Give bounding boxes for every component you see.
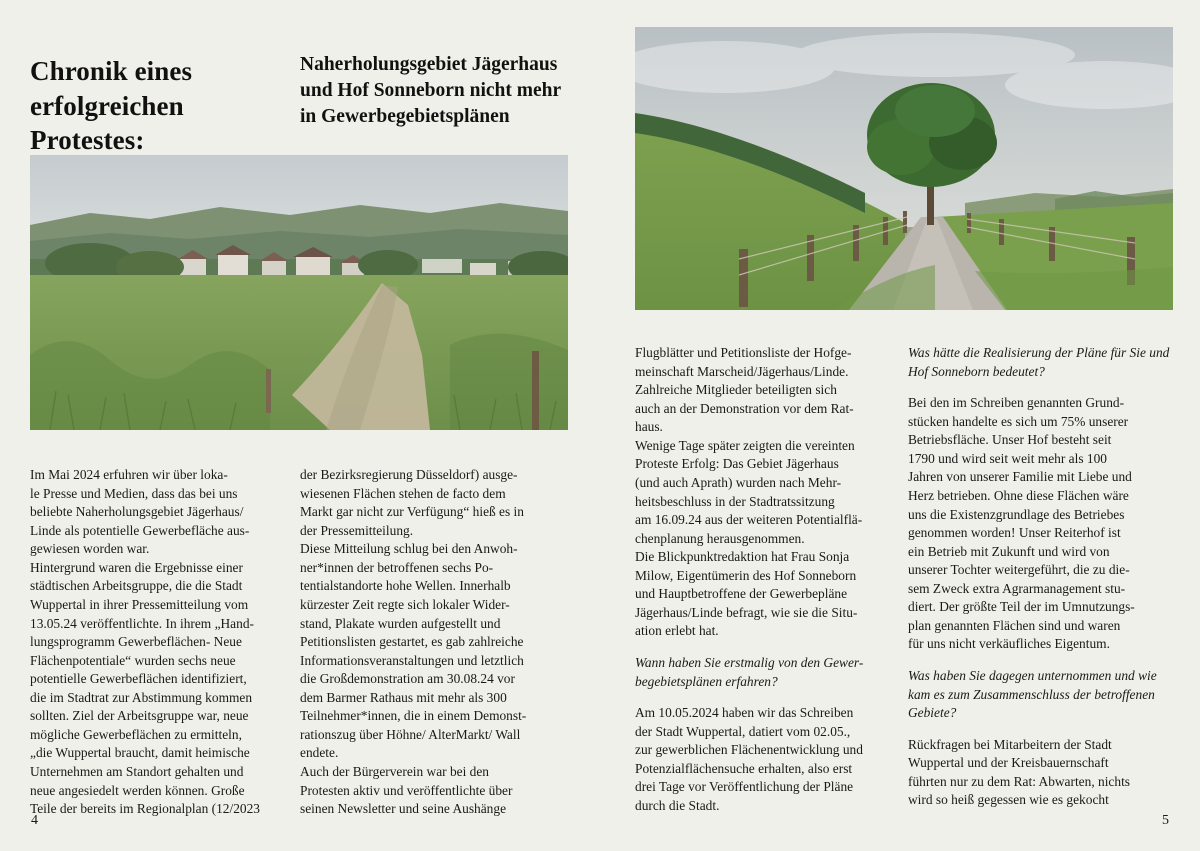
col4-answer-line: plan genannten Flächen sind und waren [908,617,1121,633]
col4-answer2-line: Rückfragen bei Mitarbeitern der Stadt [908,736,1112,752]
col2-line: kürzester Zeit regte sich lokaler Wider- [300,596,510,612]
col4-answer-line: Herz betrieben. Ohne diese Flächen wäre [908,487,1129,503]
col3-line: und Hauptbetroffene der Gewerbepläne [635,586,848,602]
col4-answer-line: 1790 und wird seit weit mehr als 100 [908,450,1107,466]
photo-path-tree-graphic [635,27,1173,310]
body-column-2 [300,466,553,819]
body-column-3 [635,344,888,816]
interview-question-1: Wann haben Sie erstmalig von den Gewer-begebietsplänen erfahren? [635,655,864,689]
col3-answer-line: zur gewerblichen Flächenentwicklung und [635,742,863,758]
col3-line: heitsbeschluss in der Stadtratssitzung [635,493,835,509]
col3-line: Flugblätter und Petitionsliste der Hofge- [635,345,852,360]
col2-line: der Pressemitteilung. [300,522,414,538]
col1-line: die im Stadtrat zur Abstimmung kommen [30,689,253,705]
page-title: Chronik eines erfolgreichen Protestes: [30,56,193,156]
col4-answer-line: genommen worden! Unser Reiterhof ist [908,525,1121,541]
col4-answer-line: für uns nicht verkäufliches Eigentum. [908,636,1110,652]
col2-line: wiesenen Flächen stehen de facto dem [300,485,506,501]
col2-line: Teilnehmer*innen, die in einem Demonst- [300,708,527,724]
col4-answer-line: Bei den im Schreiben genannten Grund- [908,395,1125,411]
col3-line: ation erlebt hat. [635,623,719,639]
page-number-right: 5 [1162,813,1169,828]
photo-meadow-village-graphic [30,155,568,430]
col2-line: der Bezirksregierung Düsseldorf) ausge- [300,467,518,482]
subtitle: Naherholungsgebiet Jägerhaus und Hof Sonneborn nicht mehr in Gewerbegebietsplänen [300,54,561,127]
col4-answer-line: Betriebsfläche. Unser Hof besteht seit [908,432,1112,448]
col1-line: gewiesen worden war. [30,541,150,557]
col3-answer-line: durch die Stadt. [635,797,720,813]
col4-answer-line: stücken handelte es sich um 75% unserer [908,413,1129,429]
col2-line: stand, Plakate wurden aufgestellt und [300,615,501,631]
col3-line: Milow, Eigentümerin des Hof Sonneborn [635,567,857,583]
body-column-4 [908,344,1170,810]
col2-line: Petitionslisten gestartet, es gab zahlreiche [300,634,524,650]
col1-line: le Presse und Medien, dass das bei uns [30,485,238,501]
col3-answer-line: Potenzialflächensuche erhalten, also erst [635,760,853,776]
col3-line: Jägerhaus/Linde befragt, wie sie die Situ- [635,604,858,620]
col3-line: auch an der Demonstration vor dem Rat- [635,400,854,416]
col4-answer-line: Jahren von unserer Familie mit Liebe und [908,469,1132,485]
col2-line: Diese Mitteilung schlug bei den Anwoh- [300,541,518,557]
col2-line: endete. [300,745,339,761]
col1-line: Wuppertal in ihrer Pressemitteilung vom [30,596,249,612]
col4-answer2-line: Wuppertal und der Kreisbauernschaft [908,755,1109,771]
col1-line: „die Wuppertal braucht, damit heimische [30,745,250,761]
col3-answer-line: Am 10.05.2024 haben wir das Schreiben [635,705,854,721]
col2-line: dem Barmer Rathaus mit mehr als 300 [300,689,507,705]
col1-line: neue angesiedelt werden können. Große [30,782,245,798]
col4-answer2-line: wird so heiß gegessen wie es gekocht [908,792,1109,808]
photo-meadow-village [30,155,568,430]
col2-line: Markt gar nicht zur Verfügung“ hieß es in [300,504,524,520]
col2-line: seinen Newsletter und seine Aushänge [300,801,507,817]
col3-line: (und auch Aprath) wurden nach Mehr- [635,474,842,490]
col3-line: am 16.09.24 aus der weiteren Potentialflä- [635,512,863,528]
col4-answer-line: uns die Existenzgrundlage des Betriebes [908,506,1125,522]
col1-line: Unternehmen am Standort gehalten und [30,764,244,779]
col3-answer-line: der Stadt Wuppertal, datiert vom 02.05., [635,723,851,739]
col3-line: meinschaft Marscheid/Jägerhaus/Linde. [635,363,849,379]
col1-line: lungsprogramm Gewerbeflächen- Neue [30,634,242,650]
photo-path-tree [635,27,1173,310]
col2-line: tentialstandorte hohe Wellen. Innerhalb [300,578,511,594]
col3-line: Zahlreiche Mitglieder beteiligten sich [635,382,837,398]
col1-line: Hintergrund waren die Ergebnisse einer [30,559,243,575]
col2-line: Informationsveranstaltungen und letztlich [300,652,524,668]
col2-line: ner*innen der betroffenen sechs Po- [300,559,494,575]
col1-line: Im Mai 2024 erfuhren wir über loka- [30,467,228,482]
body-column-1 [30,466,283,819]
col1-line: potentielle Gewerbeflächen identifiziert, [30,671,247,687]
col1-line: Flächenpotentiale“ wurden sechs neue [30,652,236,668]
col4-answer-line: diert. Der größte Teil der im Umnutzungs- [908,599,1135,615]
col3-line: chenplanung herausgenommen. [635,530,805,546]
col4-answer-line: unserer Tochter weitergeführt, die zu die- [908,562,1130,578]
page-number-left: 4 [31,813,38,828]
col3-line: Die Blickpunktredaktion hat Frau Sonja [635,549,850,565]
col1-line: Teile der bereits im Regionalplan (12/2023 [30,801,260,817]
col2-line: Auch der Bürgerverein war bei den [300,764,490,779]
col2-line: rationszug über Höhne/ AlterMarkt/ Wall [300,726,521,742]
col1-line: 13.05.24 veröffentlichte. In ihrem „Hand- [30,615,254,631]
col3-answer-line: drei Tage vor Veröffentlichung der Pläne [635,779,854,795]
col3-line: Proteste Erfolg: Das Gebiet Jägerhaus [635,456,839,472]
col4-answer2-line: führten nur zu dem Rat: Abwarten, nichts [908,773,1131,789]
col1-line: sollten. Ziel der Arbeitsgruppe war, neue [30,708,249,724]
interview-question-3: Was haben Sie dagegen unternommen und wie kam es zum Zusammenschluss der betroffenen Gebiete? [908,668,1157,721]
col3-line: haus. [635,419,663,435]
col4-answer-line: sem Zweck extra Agrarmanagement stu- [908,580,1126,596]
col2-line: Protesten aktiv und veröffentlichte über [300,782,513,798]
col1-line: städtischen Arbeitsgruppe, die die Stadt [30,578,243,594]
col4-answer-line: ein Betrieb mit Zukunft und wird von [908,543,1110,559]
interview-question-2: Was hätte die Realisierung der Pläne für Sie und Hof Sonneborn bedeutet? [908,345,1170,379]
col3-line: Wenige Tage später zeigten die vereinten [635,437,855,453]
col2-line: die Großdemonstration am 30.08.24 vor [300,671,515,687]
col1-line: mögliche Gewerbeflächen zu ermitteln, [30,726,242,742]
col1-line: Linde als potentielle Gewerbefläche aus- [30,522,250,538]
col1-line: beliebte Naherholungsgebiet Jägerhaus/ [30,504,244,520]
